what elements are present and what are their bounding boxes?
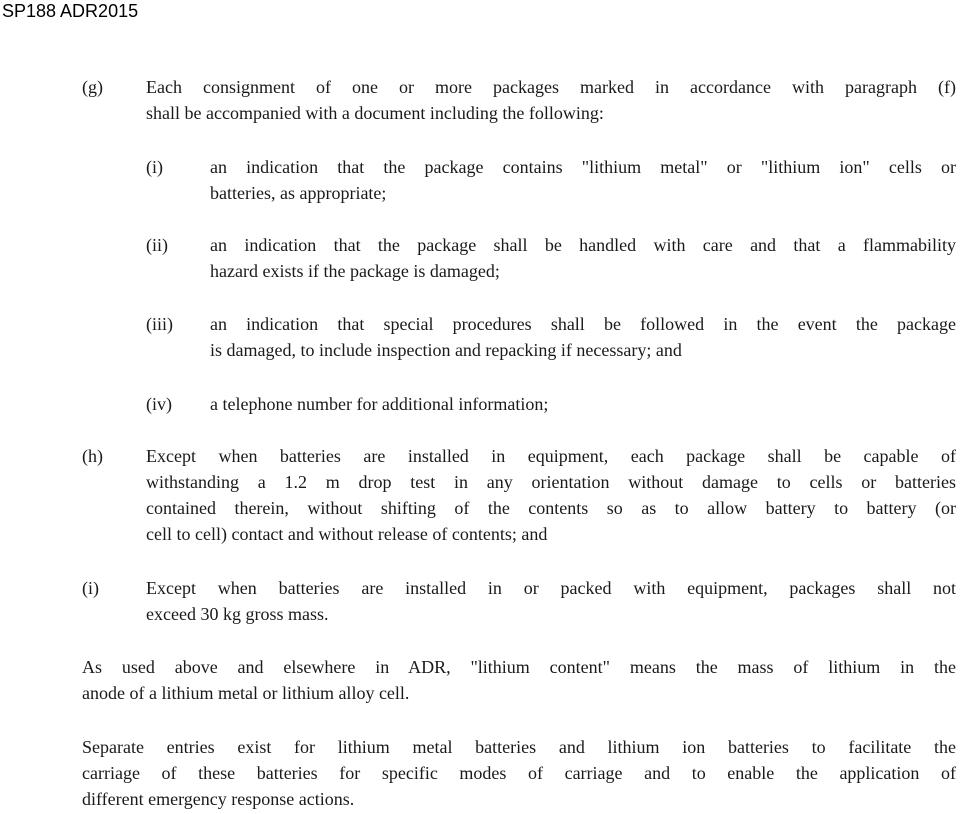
item-g-sub-ii <box>146 232 956 288</box>
item-g-sub-iv-line: a telephone number for additional information; <box>210 394 549 414</box>
item-g-sub-ii-line: hazard exists if the package is damaged; <box>210 261 500 281</box>
item-h-text <box>146 443 956 547</box>
item-i-line: exceed 30 kg gross mass. <box>146 604 329 624</box>
separate-entries-paragraph <box>82 734 956 812</box>
item-g-text <box>146 74 956 126</box>
item-i-marker: (i) <box>82 578 99 598</box>
item-g-sub-iii-text <box>210 311 956 363</box>
item-i-text <box>146 575 956 627</box>
item-h-line: contained therein, without shifting of the contents so as to allow battery to battery (or <box>146 498 956 518</box>
item-g-marker: (g) <box>82 77 103 97</box>
item-g-sub-i-line: an indication that the package contains "lithium metal" or "lithium ion" cells or <box>210 157 956 177</box>
item-g-sub-i <box>146 154 956 210</box>
item-h-line: withstanding a 1.2 m drop test in any orientation without damage to cells or batteries <box>146 472 956 492</box>
item-g-sub-iii-marker: (iii) <box>146 314 173 334</box>
item-h-line: cell to cell) contact and without release of contents; and <box>146 524 548 544</box>
item-g-sub-iv <box>146 391 956 419</box>
item-g <box>82 74 956 130</box>
paragraph-line: different emergency response actions. <box>82 789 355 809</box>
item-h-marker: (h) <box>82 446 103 466</box>
item-g-sub-ii-marker: (ii) <box>146 235 168 255</box>
item-g-line: Each consignment of one or more packages marked in accordance with paragraph (f) <box>146 77 956 97</box>
item-g-sub-iii-line: is damaged, to include inspection and repacking if necessary; and <box>210 340 682 360</box>
item-i <box>82 575 956 631</box>
page-header-title: SP188 ADR2015 <box>2 1 139 21</box>
item-g-sub-iv-marker: (iv) <box>146 394 172 414</box>
item-h <box>82 443 956 551</box>
item-g-sub-iii-line: an indication that special procedures shall be followed in the event the package <box>210 314 956 334</box>
item-g-line: shall be accompanied with a document including the following: <box>146 103 604 123</box>
item-g-sub-i-marker: (i) <box>146 157 163 177</box>
item-g-sub-iv-text <box>210 391 956 417</box>
item-i-line: Except when batteries are installed in or packed with equipment, packages shall not <box>146 578 956 598</box>
paragraph-line: anode of a lithium metal or lithium alloy cell. <box>82 683 410 703</box>
item-h-line: Except when batteries are installed in equipment, each package shall be capable of <box>146 446 956 466</box>
paragraph-line: As used above and elsewhere in ADR, "lithium content" means the mass of lithium in the <box>82 657 956 677</box>
item-g-sub-ii-text <box>210 232 956 284</box>
item-g-sub-iii <box>146 311 956 367</box>
paragraph-line: Separate entries exist for lithium metal batteries and lithium ion batteries to facilitate the <box>82 737 956 757</box>
definition-paragraph <box>82 654 956 706</box>
item-g-sub-i-text <box>210 154 956 206</box>
item-g-sub-i-line: batteries, as appropriate; <box>210 183 387 203</box>
paragraph-line: carriage of these batteries for specific modes of carriage and to enable the application of <box>82 763 956 783</box>
item-g-sub-ii-line: an indication that the package shall be handled with care and that a flammability <box>210 235 956 255</box>
